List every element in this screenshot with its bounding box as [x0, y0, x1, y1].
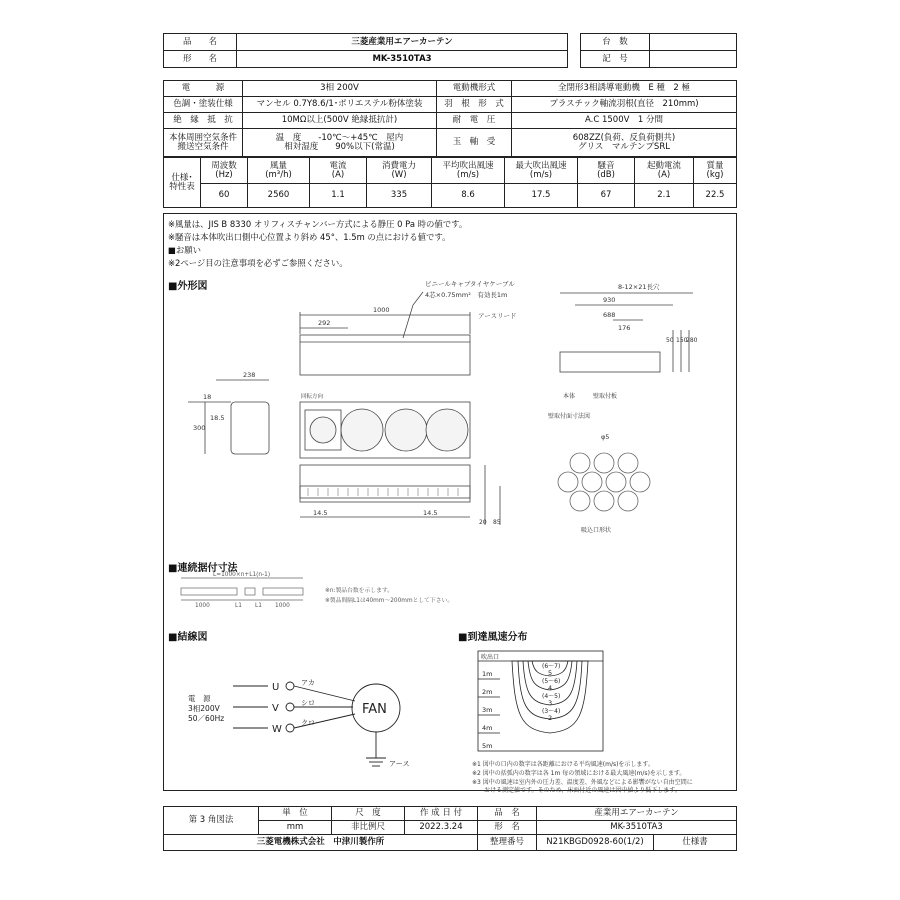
dim-150: 150: [676, 337, 688, 344]
note-request: ■お願い: [168, 245, 202, 255]
range-6-7: (6～7): [542, 663, 561, 670]
title-block: [163, 806, 737, 851]
perf-value: 2.1: [635, 184, 694, 208]
continuous-heading: ■連続据付寸法: [168, 563, 238, 574]
product-value: 三菱産業用エアーカーテン: [237, 34, 568, 51]
wiring-heading: ■結線図: [168, 632, 208, 643]
dim-292: 292: [318, 319, 331, 327]
color-value: マンセル 0.7Y8.6/1･ポリエステル粉体塗装: [243, 97, 437, 113]
scale-label: 尺 度: [332, 807, 405, 821]
dim-14-5-right: 14.5: [423, 509, 438, 517]
title-model-value: MK-3510TA3: [537, 821, 737, 835]
col-unit: (m/s): [456, 169, 480, 180]
power-value: 3相 200V: [243, 81, 437, 97]
ambient-label-1: 本体周囲空気条件: [168, 132, 237, 143]
dim-238: 238: [243, 371, 256, 379]
value-5: 5: [548, 669, 553, 677]
performance-table: [163, 157, 737, 208]
temperature-text: 温 度 -10℃～+45℃ 屋内: [275, 132, 404, 143]
wire-color-black: クロ: [301, 719, 315, 727]
col-header: 周波数: [211, 160, 237, 171]
bearing-value-2: グリス マルテンプSRL: [578, 141, 670, 152]
scale-value: 非比例尺: [332, 821, 405, 835]
airspeed-heading: ■到達風速分布: [458, 632, 528, 643]
dim-14-5-left: 14.5: [313, 509, 328, 517]
dim-50: 50: [666, 337, 674, 344]
continuous-gap-2: L1: [255, 603, 262, 609]
power-title: 電 源: [188, 694, 211, 703]
title-product-value: 産業用エアーカーテン: [537, 807, 737, 821]
bearing-label: 玉 軸 受: [437, 129, 512, 157]
range-4-5: (4～5): [542, 693, 561, 700]
value-2: 2: [548, 714, 553, 722]
perf-value: 22.5: [694, 184, 737, 208]
col-header: 最大吹出風速: [515, 160, 567, 171]
intake-holes: [558, 453, 650, 511]
perf-value: 60: [201, 184, 248, 208]
airspeed-note-2: ※2 図中の括弧内の数字は各 1m 毎の領域における最大風速(m/s)を示します。: [472, 770, 686, 777]
dim-18: 18: [203, 393, 212, 401]
ambient-label-2: 搬送空気条件: [177, 141, 229, 152]
continuous-gap-1: L1: [235, 603, 242, 609]
dim-930: 930: [603, 296, 616, 304]
distance-3m: 3m: [482, 706, 493, 714]
unit-side-view: [231, 402, 269, 454]
dim-85: 85: [493, 519, 501, 526]
date-label: 作 成 日 付: [405, 807, 478, 821]
dim-20: 20: [479, 519, 487, 526]
bearing-value-1: 608ZZ(負荷、反負荷側共): [572, 132, 676, 143]
perf-row-label-2: 特性表: [169, 181, 195, 192]
cable-label: ビニールキャブタイヤケーブル: [425, 280, 515, 288]
col-header: 平均吹出風速: [442, 160, 494, 171]
value-4: 4: [548, 684, 553, 692]
projection-method: 第 3 角図法: [164, 807, 259, 835]
spec-table: [163, 80, 737, 157]
intake-hole-label: 吸込口形状: [581, 527, 612, 534]
col-unit: (m/s): [529, 169, 553, 180]
perf-row-label-1: 仕様･: [171, 172, 193, 183]
title-model-label: 形 名: [478, 821, 537, 835]
continuous-note-2: ※製品間隔L1は40mm～200mmとして下さい。: [325, 598, 454, 604]
wiring-diagram: [163, 645, 433, 775]
unit-value: mm: [259, 821, 332, 835]
dim-688: 688: [603, 311, 616, 319]
insulation-label: 絶 縁 抵 抗: [164, 113, 243, 129]
col-unit: (kg): [706, 169, 724, 180]
col-unit: (W): [391, 169, 407, 180]
continuous-drawing: [163, 570, 463, 610]
perf-value: 1.1: [310, 184, 367, 208]
power-spec: 3相200V: [188, 704, 220, 713]
dim-280: 280: [686, 337, 698, 344]
terminal-u: U: [272, 682, 280, 693]
distance-4m: 4m: [482, 724, 493, 732]
col-unit: (dB): [597, 169, 615, 180]
continuous-seg-left: 1000: [195, 603, 210, 609]
col-header: 消費電力: [381, 160, 416, 171]
outline-drawing: [163, 270, 737, 560]
perf-value: 8.6: [432, 184, 505, 208]
continuous-note-1: ※n:製品台数を示します。: [325, 588, 393, 594]
distance-5m: 5m: [482, 742, 493, 750]
motor-label: 電動機形式: [437, 81, 512, 97]
col-unit: (A): [657, 169, 671, 180]
qty-label: 台 数: [581, 34, 650, 51]
distance-1m: 1m: [482, 670, 493, 678]
slot-label: 8-12×21長穴: [618, 283, 660, 291]
outlet-label: 吹出口: [481, 654, 500, 661]
airspeed-note-1: ※1 図中の口内の数字は各距離における平均風速(m/s)を示します。: [472, 761, 654, 768]
header-table: [163, 33, 737, 68]
unit-label: 単 位: [259, 807, 332, 821]
hole-dia: φ5: [601, 433, 610, 441]
col-header: 電流: [329, 160, 347, 171]
blade-value: プラスチック軸流羽根(直径 210mm): [512, 97, 737, 113]
perf-value: 2560: [248, 184, 310, 208]
earth-lead-label: アースリード: [478, 312, 517, 320]
col-header: 騒音: [597, 160, 615, 171]
col-unit: (A): [331, 169, 345, 180]
color-label: 色調・塗装仕様: [164, 97, 243, 113]
earth-label: アース: [389, 760, 410, 768]
perf-value: 67: [578, 184, 635, 208]
insulation-value: 10MΩ以上(500V 絶縁抵抗計): [243, 113, 437, 129]
airspeed-diagram: [470, 645, 730, 755]
drawing-number-label: 整理番号: [478, 835, 537, 851]
note-airflow: ※風量は、JIS B 8330 オリフィスチャンバー方式による静圧 0 Pa 時の値です。: [168, 219, 468, 229]
continuous-seg-right: 1000: [275, 603, 290, 609]
wall-mount-view-label: 壁取付面寸法図: [548, 413, 591, 420]
dim-18-5: 18.5: [210, 414, 225, 422]
outline-heading: ■外形図: [168, 281, 208, 292]
model-label: 形 名: [164, 51, 237, 68]
note-page2: ※2ページ目の注意事項を必ずご参照ください。: [168, 258, 348, 268]
motor-value: 全閉形3相誘導電動機 E 種 2 極: [512, 81, 737, 97]
power-label: 電 源: [164, 81, 243, 97]
drawing-number: N21KBGD0928-60(1/2): [537, 835, 654, 851]
fan-grilles: [310, 409, 468, 451]
symbol-label: 記 号: [581, 51, 650, 68]
wall-plate-label: 壁取付板: [593, 393, 618, 400]
continuous-overall: L=1000×n+L1(n-1): [213, 572, 271, 578]
col-header: 質量: [706, 160, 724, 171]
symbol-value: [650, 51, 737, 68]
fan-label: FAN: [362, 702, 387, 717]
company-name: 三菱電機株式会社 中津川製作所: [164, 835, 478, 851]
terminal-w: W: [272, 724, 282, 735]
document-type: 仕様書: [654, 835, 737, 851]
wall-plate: [560, 352, 660, 372]
rotation-label: 回転方向: [301, 394, 324, 400]
qty-value: [650, 34, 737, 51]
withstand-value: A.C 1500V 1 分間: [512, 113, 737, 129]
body-label: 本体: [563, 393, 576, 400]
col-unit: (Hz): [215, 169, 233, 180]
airspeed-note-4: おける測定値です。そのため、床面付近の風速は図中値より低下します。: [472, 787, 681, 794]
col-unit: (m³/h): [265, 169, 292, 180]
product-label: 品 名: [164, 34, 237, 51]
note-noise: ※騒音は本体吹出口側中心位置より斜め 45°、1.5m の点における値です。: [168, 232, 451, 242]
humidity-text: 相対湿度 90%以下(常温): [284, 141, 395, 152]
dim-176: 176: [618, 324, 631, 332]
perf-value: 17.5: [505, 184, 578, 208]
title-product-label: 品 名: [478, 807, 537, 821]
dim-300: 300: [193, 424, 206, 432]
value-3: 3: [548, 699, 553, 707]
wire-color-red: アカ: [301, 679, 315, 687]
power-freq: 50／60Hz: [188, 714, 225, 723]
unit-bottom-view: [300, 465, 470, 502]
col-header: 風量: [269, 160, 287, 171]
terminal-v: V: [272, 703, 279, 714]
cable-spec: 4芯×0.75mm² 有効長1m: [425, 291, 508, 299]
date-value: 2022.3.24: [405, 821, 478, 835]
dim-1000: 1000: [373, 306, 390, 314]
airspeed-note-3: ※3 図中の風速は室内外の圧力差、温度差、外風などによる影響がない自由空間に: [472, 779, 693, 786]
model-value: MK-3510TA3: [237, 51, 568, 68]
wire-color-white: シロ: [301, 699, 315, 707]
unit-top-view: [300, 335, 470, 375]
distance-2m: 2m: [482, 688, 493, 696]
range-5-6: (5～6): [542, 678, 561, 685]
withstand-label: 耐 電 圧: [437, 113, 512, 129]
col-header: 起動電流: [646, 160, 681, 171]
blade-label: 羽 根 形 式: [437, 97, 512, 113]
perf-value: 335: [367, 184, 432, 208]
range-3-4: (3～4): [542, 708, 561, 715]
